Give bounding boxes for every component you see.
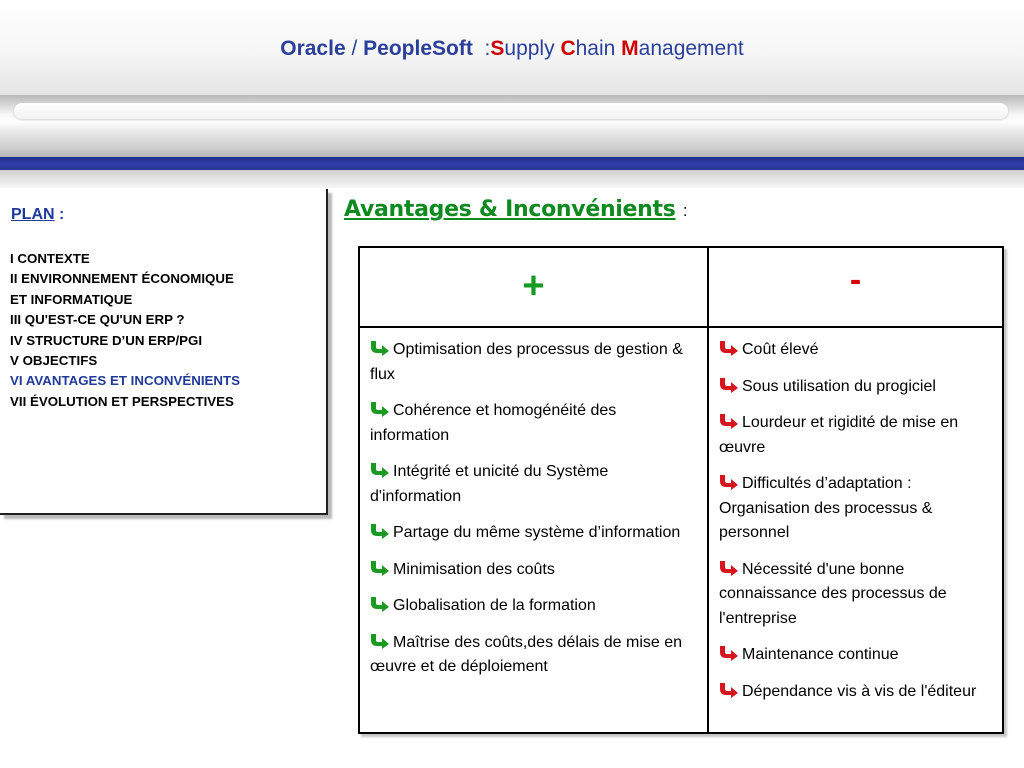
advantages-cell [359, 327, 708, 733]
list-item-text: Difficultés d’adaptation : Organisation des processus & personnel [719, 475, 933, 541]
plan-item: V OBJECTIFS [10, 353, 98, 369]
green-curved-arrow-icon [370, 340, 390, 356]
list-item-text: Maintenance continue [742, 646, 899, 663]
silver-banner [0, 95, 1024, 157]
green-curved-arrow-icon [370, 596, 390, 612]
plan-item: VI AVANTAGES ET INCONVÉNIENTS [10, 373, 241, 389]
green-curved-arrow-icon [370, 401, 390, 417]
title-letter-s: S [490, 37, 505, 60]
list-item-text: Nécessité d'une bonne connaissance des processus de l'entreprise [719, 560, 947, 627]
red-curved-arrow-icon [719, 474, 739, 490]
plan-item: IV STRUCTURE D’UN ERP/PGI [10, 332, 203, 348]
plus-sign: + [522, 265, 545, 307]
green-curved-arrow-icon [370, 523, 390, 539]
advantages-header [359, 247, 708, 327]
plan-title [11, 206, 64, 224]
list-item [719, 643, 994, 668]
table-header-row [359, 247, 1003, 327]
comparison-table [358, 246, 1004, 734]
title-oracle: Oracle [280, 37, 346, 60]
title-word-upply: upply [504, 37, 555, 60]
red-curved-arrow-icon [719, 340, 739, 356]
plan-item: ET INFORMATIQUE [10, 291, 133, 307]
red-curved-arrow-icon [719, 413, 739, 429]
title-colon: : [484, 37, 491, 60]
section-heading [344, 197, 687, 222]
table-body-row [359, 327, 1003, 733]
list-item-text: Sous utilisation du progiciel [742, 377, 936, 395]
plan-item: VII ÉVOLUTION ET PERSPECTIVES [10, 393, 234, 409]
minus-sign: - [849, 261, 862, 299]
list-item [719, 338, 994, 363]
disadvantages-header [708, 247, 1003, 327]
plan-panel [0, 189, 328, 515]
title-letter-c: C [560, 37, 576, 60]
green-curved-arrow-icon [370, 633, 390, 649]
list-item [370, 558, 699, 583]
plan-item: I CONTEXTE [10, 251, 90, 266]
list-item-text: Dépendance vis à vis de l'éditeur [742, 682, 977, 700]
list-item [370, 521, 699, 546]
green-curved-arrow-icon [370, 560, 390, 576]
list-item [719, 375, 994, 400]
title-word-anagement: anagement [638, 37, 744, 60]
list-item [370, 338, 699, 387]
list-item [370, 631, 699, 680]
list-item-text: Globalisation de la formation [393, 597, 596, 614]
disadvantages-cell [708, 327, 1003, 733]
list-item-text: Partage du même système d’information [393, 524, 681, 541]
list-item-text: Intégrité et unicité du Système d'information [370, 463, 609, 505]
red-curved-arrow-icon [719, 377, 739, 393]
list-item [719, 472, 994, 546]
title-letter-m: M [621, 37, 639, 60]
list-item [719, 558, 994, 632]
list-item-text: Maîtrise des coûts,des délais de mise en œuvre et de déploiement [370, 633, 683, 675]
title-word-hain: hain [575, 37, 616, 60]
slide-title [0, 37, 1024, 61]
title-separator: / [351, 37, 358, 60]
silver-banner-highlight [14, 103, 1008, 119]
plan-item: II ENVIRONNEMENT ÉCONOMIQUE [10, 271, 234, 287]
blue-banner-stripe [0, 157, 1024, 170]
plan-title-colon: : [59, 206, 65, 223]
title-peoplesoft: PeopleSoft [363, 37, 473, 60]
plan-list [10, 249, 320, 412]
red-curved-arrow-icon [719, 645, 739, 661]
list-item [719, 680, 994, 705]
plan-title-label: PLAN [11, 206, 55, 223]
list-item [370, 594, 699, 619]
list-item [370, 399, 699, 448]
list-item-text: Minimisation des coûts [393, 560, 555, 578]
section-heading-colon: : [682, 201, 688, 220]
section-heading-text: Avantages & Inconvénients [344, 197, 676, 222]
green-curved-arrow-icon [370, 462, 390, 478]
list-item [719, 411, 994, 460]
list-item-text: Optimisation des processus de gestion & flux [370, 341, 683, 383]
plan-item: III QU'EST-CE QU'UN ERP ? [10, 312, 185, 328]
banner-shadow [0, 170, 1024, 188]
list-item-text: Coût élevé [742, 341, 819, 358]
list-item-text: Lourdeur et rigidité de mise en œuvre [719, 414, 959, 456]
list-item-text: Cohérence et homogénéité des information [370, 402, 617, 444]
red-curved-arrow-icon [719, 560, 739, 576]
list-item [370, 460, 699, 509]
slide-header [0, 0, 1024, 96]
red-curved-arrow-icon [719, 682, 739, 698]
